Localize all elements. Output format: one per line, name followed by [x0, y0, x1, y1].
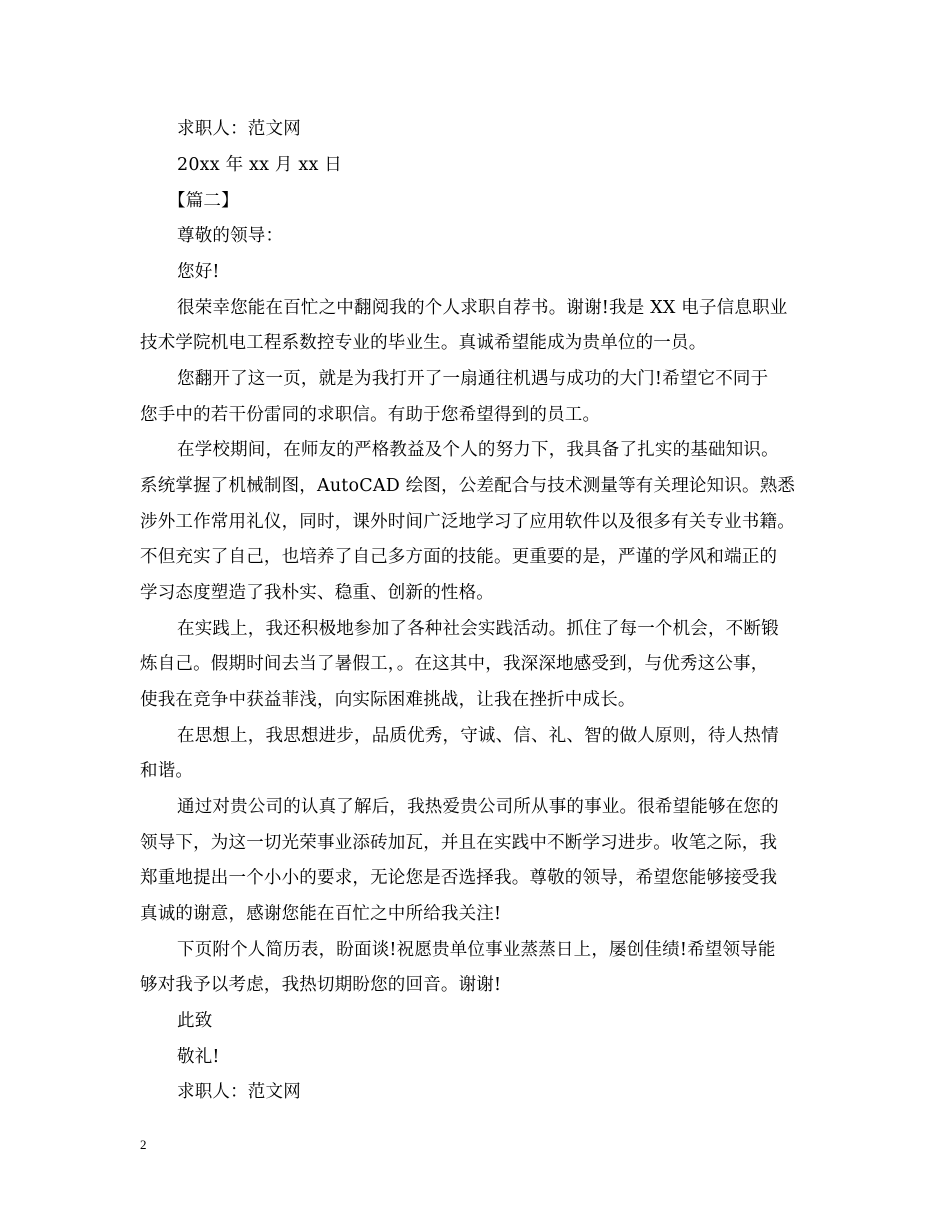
signature-line-bottom: 求职人：范文网 — [177, 1082, 301, 1102]
paragraph-line: 通过对贵公司的认真了解后，我热爱贵公司所从事的事业。很希望能够在您的 — [177, 797, 779, 817]
paragraph-line: 真诚的谢意，感谢您能在百忙之中所给我关注! — [140, 904, 502, 924]
paragraph-line: 下页附个人简历表，盼面谈!祝愿贵单位事业蒸蒸日上，屡创佳绩!希望领导能 — [177, 940, 776, 960]
salutation: 尊敬的领导： — [177, 226, 284, 246]
paragraph-line: 很荣幸您能在百忙之中翻阅我的个人求职自荐书。谢谢!我是 XX 电子信息职业 — [177, 298, 788, 318]
paragraph-line: 使我在竞争中获益菲浅，向实际困难挑战，让我在挫折中成长。 — [140, 690, 636, 710]
paragraph-line: 炼自己。假期时间去当了暑假工，。在这其中，我深深地感受到，与优秀这公事， — [140, 654, 769, 674]
closing-line: 此致 — [177, 1011, 213, 1031]
closing-regards: 敬礼! — [177, 1047, 220, 1067]
page-number: 2 — [140, 1137, 147, 1152]
paragraph-line: 技术学院机电工程系数控专业的毕业生。真诚希望能成为贵单位的一员。 — [140, 333, 707, 353]
paragraph-line: 在实践上，我还积极地参加了各种社会实践活动。抓住了每一个机会，不断锻 — [177, 619, 779, 639]
paragraph-line: 系统掌握了机械制图，AutoCAD 绘图，公差配合与技术测量等有关理论知识。熟悉 — [140, 476, 796, 496]
signature-line-top: 求职人：范文网 — [177, 119, 301, 139]
paragraph-line: 够对我予以考虑，我热切期盼您的回音。谢谢! — [140, 975, 502, 995]
paragraph-line: 郑重地提出一个小小的要求，无论您是否选择我。尊敬的领导，希望您能够接受我 — [140, 868, 778, 888]
paragraph-line: 领导下，为这一切光荣事业添砖加瓦，并且在实践中不断学习进步。收笔之际，我 — [140, 833, 778, 853]
paragraph-line: 在学校期间，在师友的严格教益及个人的努力下，我具备了扎实的基础知识。 — [177, 440, 779, 460]
date-line: 20xx 年 xx 月 xx 日 — [177, 155, 342, 175]
paragraph-line: 涉外工作常用礼仪，同时，课外时间广泛地学习了应用软件以及很多有关专业书籍。 — [140, 512, 795, 532]
paragraph-line: 您翻开了这一页，就是为我打开了一扇通往机遇与成功的大门!希望它不同于 — [177, 369, 769, 389]
paragraph-line: 学习态度塑造了我朴实、稳重、创新的性格。 — [140, 583, 494, 603]
paragraph-line: 不但充实了自己，也培养了自己多方面的技能。更重要的是，严谨的学风和端正的 — [140, 547, 778, 567]
paragraph-line: 在思想上，我思想进步，品质优秀，守诚、信、礼、智的做人原则，待人热情 — [177, 726, 779, 746]
paragraph-line: 和谐。 — [140, 761, 194, 781]
paragraph-line: 您手中的若干份雷同的求职信。有助于您希望得到的员工。 — [140, 405, 601, 425]
greeting: 您好! — [177, 262, 220, 282]
section-heading: 【篇二】 — [168, 191, 239, 211]
